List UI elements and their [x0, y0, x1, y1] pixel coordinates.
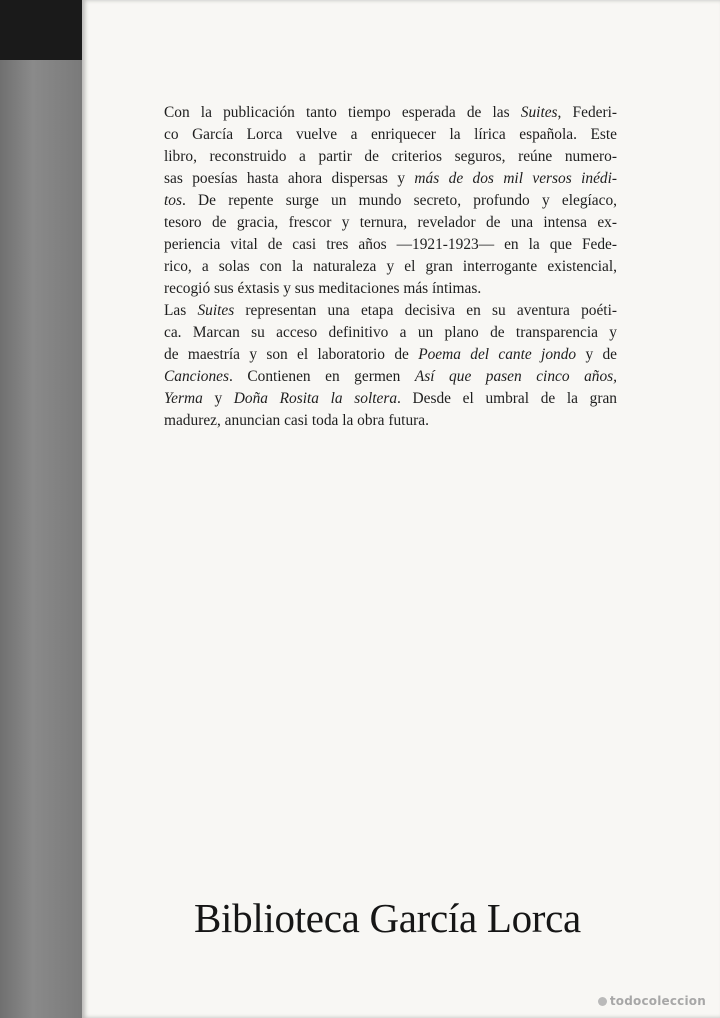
- blurb-line: [164, 366, 617, 388]
- blurb-text-run: y: [202, 390, 234, 407]
- blurb-text-run: madurez, anuncian casi toda la obra futura.: [164, 412, 429, 429]
- book-spine-strip: [0, 60, 82, 1018]
- italic-title-text: más de dos mil versos inédi-: [414, 170, 617, 187]
- blurb-line: [164, 410, 617, 432]
- blurb-line: [164, 300, 617, 322]
- italic-title-text: Suites: [520, 104, 558, 121]
- blurb-line: [164, 146, 617, 168]
- blurb-line: [164, 168, 617, 190]
- italic-title-text: Poema del cante jondo: [418, 346, 577, 363]
- watermark: [598, 994, 706, 1008]
- blurb-text-run: sas poesías hasta ahora dispersas y: [164, 170, 415, 187]
- blurb-text-run: Con la publicación tanto tiempo esperada de las: [164, 104, 521, 121]
- blurb-line: [164, 388, 617, 410]
- watermark-text: todocoleccion: [609, 994, 706, 1008]
- blurb-text-run: . De repente surge un mundo secreto, profundo y elegíaco,: [181, 192, 617, 209]
- blurb-text-run: periencia vital de casi tres años —1921-1923— en la que Fede-: [164, 236, 617, 253]
- italic-title-text: Yerma: [164, 390, 203, 407]
- watermark-logo-icon: [598, 997, 607, 1006]
- blurb-text-run: y de: [576, 346, 617, 363]
- blurb-text-run: co García Lorca vuelve a enriquecer la lírica española. Este: [164, 126, 617, 143]
- blurb-line: [164, 234, 617, 256]
- blurb-text-run: recogió sus éxtasis y sus meditaciones más íntimas.: [164, 280, 482, 297]
- blurb-line: [164, 278, 617, 300]
- series-title: Biblioteca García Lorca: [194, 895, 581, 941]
- blurb-line: [164, 344, 617, 366]
- blurb-text-run: . Contienen en germen: [228, 368, 415, 385]
- blurb-text-run: . Desde el umbral de la gran: [397, 390, 617, 407]
- background-top-corner: [0, 0, 82, 62]
- blurb-text-run: representan una etapa decisiva en su aventura poéti-: [234, 302, 617, 319]
- blurb-text-run: de maestría y son el laboratorio de: [164, 346, 419, 363]
- italic-title-text: Canciones: [164, 368, 229, 385]
- italic-title-text: Doña Rosita la soltera: [233, 390, 398, 407]
- blurb-text-run: ca. Marcan su acceso definitivo a un plano de transparencia y: [164, 324, 617, 341]
- blurb-line: [164, 256, 617, 278]
- italic-title-text: Suites: [197, 302, 235, 319]
- blurb-text-run: libro, reconstruido a partir de criterios seguros, reúne numero-: [164, 148, 617, 165]
- blurb-text-run: Las: [164, 302, 198, 319]
- blurb-line: [164, 322, 617, 344]
- blurb-line: [164, 124, 617, 146]
- italic-title-text: tos: [164, 192, 182, 209]
- italic-title-text: Así que pasen cinco años,: [414, 368, 617, 385]
- blurb-line: [164, 102, 617, 124]
- blurb-text-run: rico, a solas con la naturaleza y el gran interrogante existencial,: [164, 258, 617, 275]
- blurb-line: [164, 212, 617, 234]
- blurb-text-run: tesoro de gracia, frescor y ternura, revelador de una intensa ex-: [164, 214, 617, 231]
- back-cover-page: [82, 0, 720, 1018]
- blurb-text: [164, 102, 617, 432]
- blurb-text-run: , Federi-: [557, 104, 617, 121]
- blurb-line: [164, 190, 617, 212]
